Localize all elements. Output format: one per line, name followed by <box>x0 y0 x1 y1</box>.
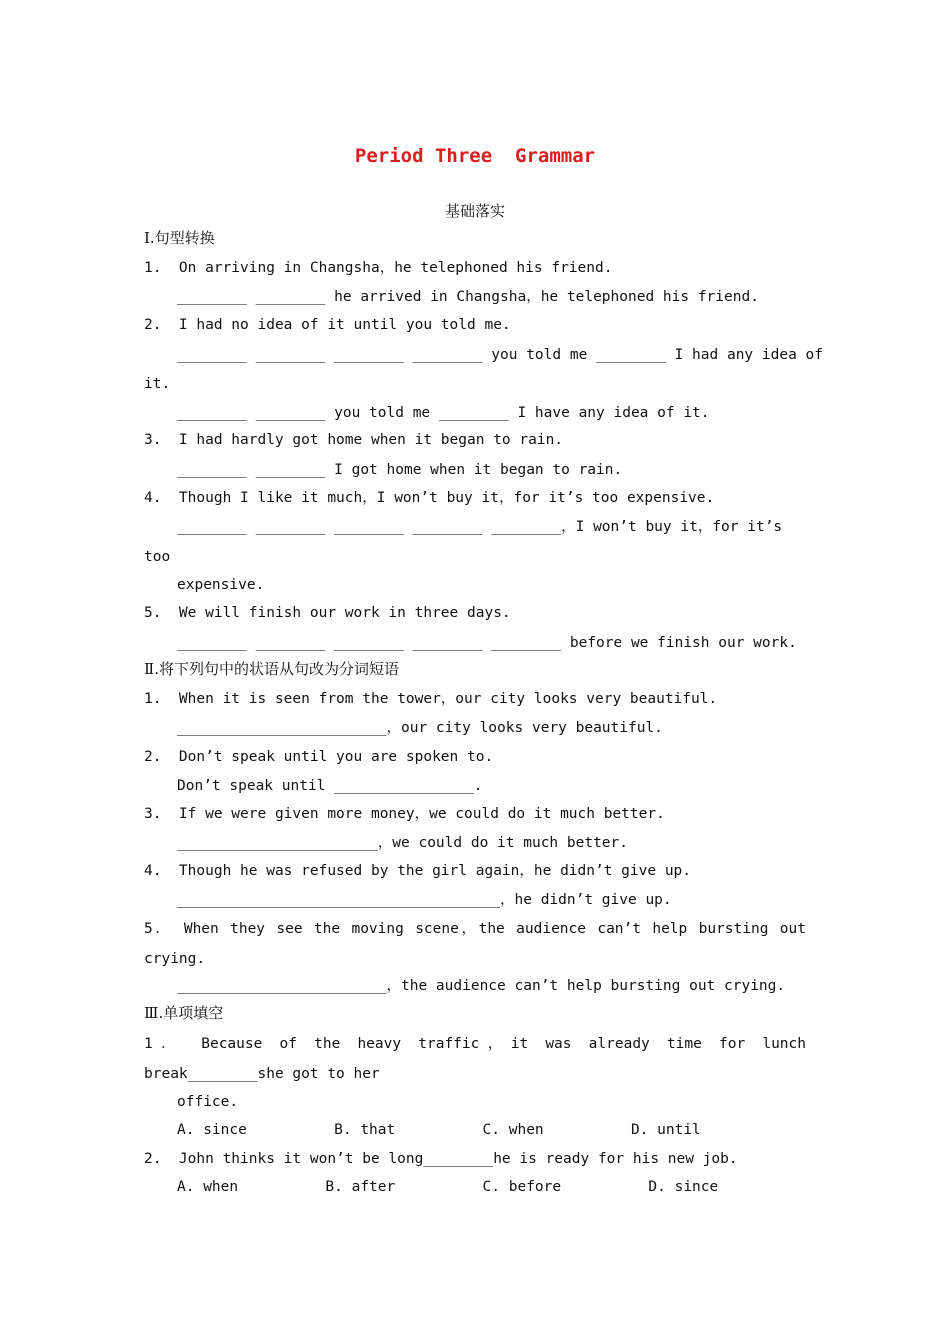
s2-q4-answer: _____________________________________，he didn’t give up. <box>177 892 672 908</box>
s1-q4-answer: ________ ________ ________ ________ ________，I won’t buy it，for it’s <box>177 519 783 535</box>
s1-q4: 4. Though I like it much，I won’t buy it，for it’s too expensive. <box>144 490 715 506</box>
s2-q2: 2. Don’t speak until you are spoken to. <box>144 749 494 765</box>
s1-q3-answer: ________ ________ I got home when it began to rain. <box>177 462 623 478</box>
s2-q5-cont: crying. <box>144 951 206 967</box>
s3-q1: 1． Because of the heavy traffic，it was already time for lunch <box>144 1036 806 1052</box>
s2-q1-answer: ________________________，our city looks very beautiful. <box>177 720 663 736</box>
s1-q1-answer: ________ ________ he arrived in Changsha，he telephoned his friend. <box>177 289 759 305</box>
s3-q2: 2. John thinks it won’t be long________he is ready for his new job. <box>144 1151 738 1167</box>
s1-q4-answer-cont: too <box>144 549 171 565</box>
s3-q2-options: A. when B. after C. before D. since <box>177 1179 719 1195</box>
s2-q2-answer: Don’t speak until ________________. <box>177 778 483 794</box>
s3-q1-cont: break________she got to her <box>144 1066 380 1082</box>
s1-q5: 5. We will finish our work in three days. <box>144 605 511 621</box>
s1-q2-answer-b: ________ ________ you told me ________ I have any idea of it. <box>177 405 710 421</box>
document-title: Period Three Grammar <box>354 145 596 167</box>
section-subtitle: 基础落实 <box>444 202 505 220</box>
s1-q4-answer-cont2: expensive. <box>177 577 265 593</box>
s1-q2: 2. I had no idea of it until you told me. <box>144 317 511 333</box>
s2-q5: 5． When they see the moving scene，the audience can’t help bursting out <box>144 921 806 937</box>
section-2-heading: Ⅱ.将下列句中的状语从句改为分词短语 <box>144 660 399 678</box>
section-3-heading: Ⅲ.单项填空 <box>144 1004 224 1022</box>
s3-q1-options: A. since B. that C. when D. until <box>177 1122 701 1138</box>
s2-q1: 1. When it is seen from the tower，our city looks very beautiful. <box>144 691 718 707</box>
s2-q5-answer: ________________________，the audience can’t help bursting out crying. <box>177 978 786 994</box>
s2-q3: 3. If we were given more money，we could do it much better. <box>144 806 665 822</box>
s1-q1: 1. On arriving in Changsha，he telephoned his friend. <box>144 260 613 276</box>
s1-q5-answer: ________ ________ ________ ________ ________ before we finish our work. <box>177 635 797 651</box>
s1-q2-answer-a-cont: it. <box>144 376 171 392</box>
s1-q2-answer-a: ________ ________ ________ ________ you told me ________ I had any idea of <box>177 347 824 363</box>
s1-q3: 3. I had hardly got home when it began to rain. <box>144 432 564 448</box>
s3-q1-cont2: office. <box>177 1094 239 1110</box>
s2-q4: 4. Though he was refused by the girl again，he didn’t give up. <box>144 863 692 879</box>
s2-q3-answer: _______________________，we could do it much better. <box>177 835 628 851</box>
section-1-heading: Ⅰ.句型转换 <box>144 229 215 247</box>
